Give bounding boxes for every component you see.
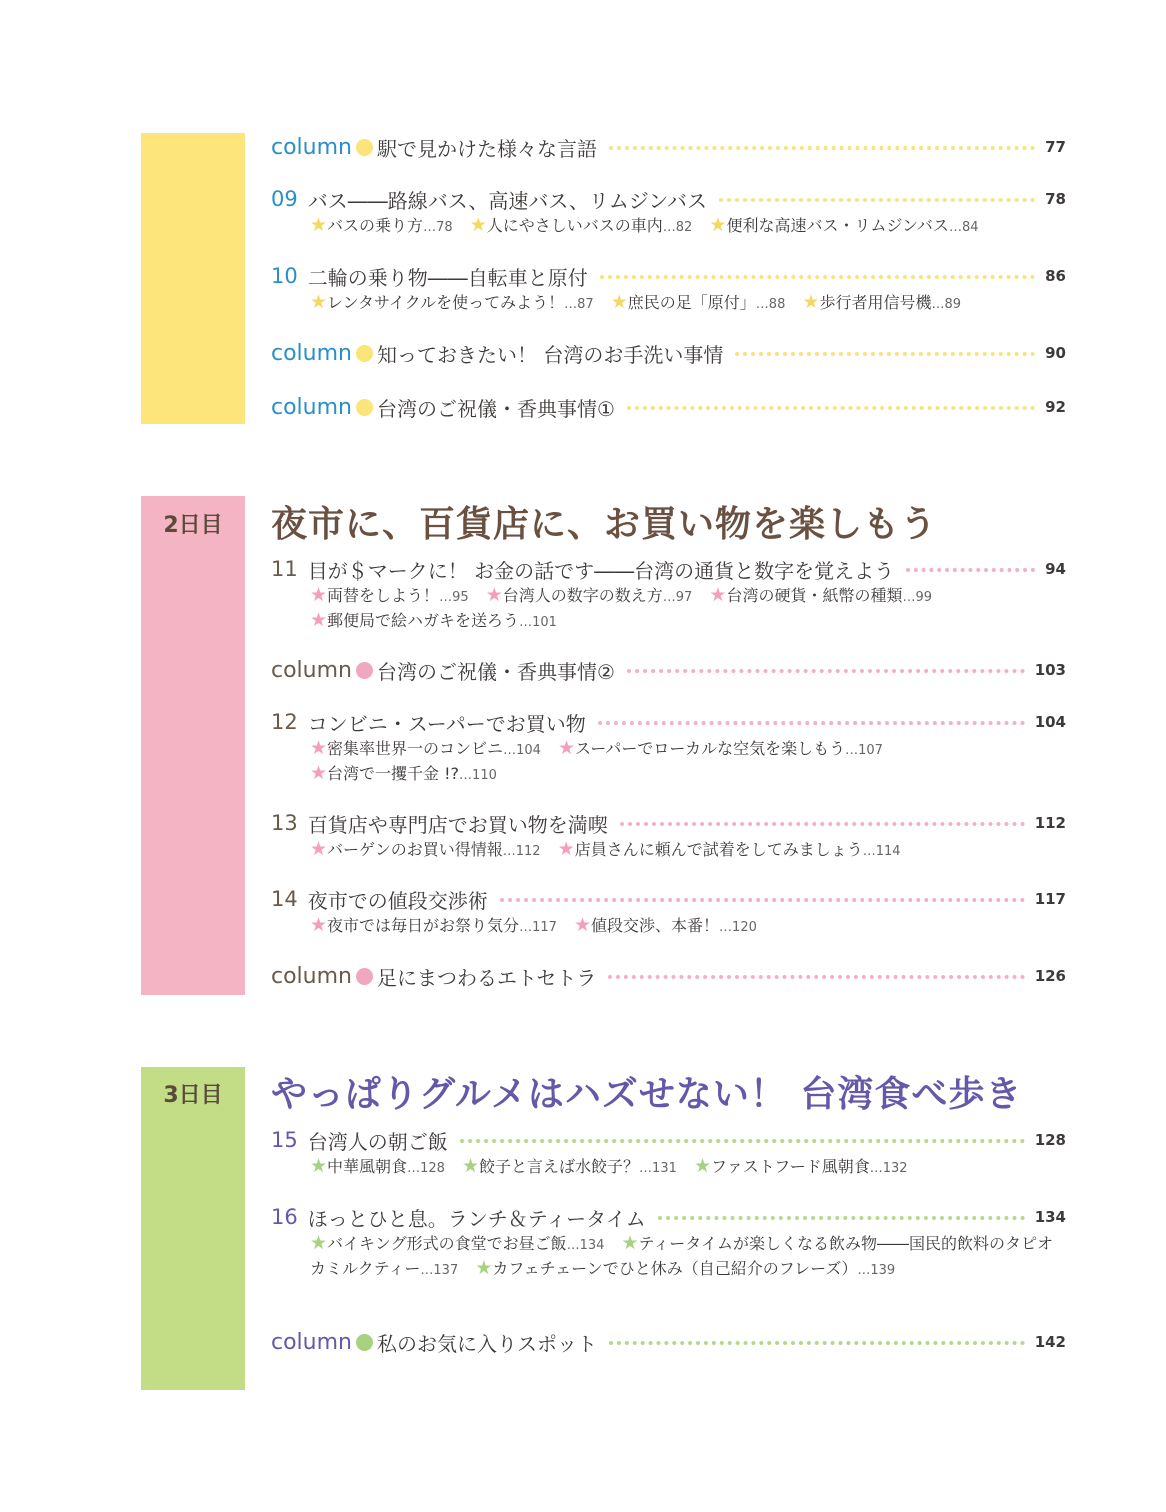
chapter-number: 11: [271, 557, 298, 581]
subtopic-page: 104: [516, 743, 541, 758]
toc-entry[interactable]: [271, 655, 1066, 685]
subtopic[interactable]: 郵便局で絵ハガキを送ろう: [327, 611, 520, 630]
star-icon: ★: [310, 214, 328, 236]
entry-page: 78: [1045, 190, 1066, 208]
subtopic[interactable]: 庶民の足「原付」: [627, 293, 756, 312]
toc-entry[interactable]: [271, 554, 1066, 584]
dot-leader: [608, 975, 1024, 979]
subtopic[interactable]: 便利な高速バス・リムジンバス: [726, 216, 949, 235]
toc-entry[interactable]: [271, 338, 1066, 368]
subtopic[interactable]: カフェチェーンでひと休み（自己紹介のフレーズ）: [492, 1259, 858, 1278]
dot-leader: [500, 898, 1025, 902]
star-icon: ★: [709, 584, 727, 606]
dot-leader: [627, 669, 1025, 673]
star-icon: ★: [310, 291, 328, 313]
subtopic-list: ★密集率世界一のコンビニ…104 ★スーパーでローカルな空気を楽しもう…107 ★台湾で一攫千金 !?…110: [310, 737, 883, 784]
entry-page: 126: [1034, 967, 1066, 985]
section-title: 夜市に、百貨店に、お買い物を楽しもう: [271, 504, 938, 545]
subtopic-page: 84: [961, 220, 979, 235]
entry-title: 知っておきたい！ 台湾のお手洗い事情: [377, 342, 724, 367]
subtopic[interactable]: バーゲンのお買い得情報: [327, 840, 503, 859]
dot-leader: [735, 352, 1035, 356]
entry-title: 夜市での値段交渉術: [307, 888, 488, 913]
entry-page: 92: [1045, 398, 1066, 416]
subtopic-list: ★バーゲンのお買い得情報…112 ★店員さんに頼んで試着をしてみましょう…114: [310, 838, 901, 860]
toc-entry[interactable]: [271, 884, 1066, 914]
star-icon: ★: [310, 584, 328, 606]
entry-title: 百貨店や専門店でお買い物を満喫: [307, 812, 608, 837]
entry-title: 台湾のご祝儀・香典事情①: [377, 396, 615, 421]
subtopic-page: 132: [882, 1161, 908, 1176]
entry-page: 86: [1045, 267, 1066, 285]
column-label: column: [271, 1329, 352, 1355]
chapter-number: 09: [271, 187, 298, 211]
chapter-number: 16: [271, 1205, 298, 1229]
circle-dot-icon: [356, 345, 373, 362]
column-label: column: [271, 963, 352, 989]
subtopic-page: 107: [858, 743, 883, 758]
subtopic-page: 101: [532, 615, 557, 630]
day-label: 3日目: [163, 1083, 223, 1108]
chapter-number: 10: [271, 264, 298, 288]
subtopic-page: 114: [875, 844, 901, 859]
subtopic[interactable]: 密集率世界一のコンビニ: [327, 739, 504, 758]
circle-dot-icon: [356, 139, 373, 156]
subtopic-page: 97: [675, 590, 693, 605]
subtopic-page: 87: [577, 297, 594, 312]
star-icon: ★: [310, 1232, 328, 1254]
entry-page: 77: [1045, 138, 1066, 156]
subtopic-page: 82: [675, 220, 693, 235]
subtopic-list: ★夜市では毎日がお祭り気分…117 ★値段交渉、本番！…120: [310, 914, 757, 936]
star-icon: ★: [557, 838, 575, 860]
circle-dot-icon: [356, 1334, 373, 1351]
dot-leader: [658, 1216, 1025, 1220]
subtopic-page: 131: [652, 1161, 677, 1176]
dot-leader: [719, 198, 1035, 202]
subtopic-list: ★両替をしよう！…95 ★台湾人の数字の数え方…97 ★台湾の硬貨・紙幣の種類…99 ★郵便局で絵ハガキを送ろう…101: [310, 584, 933, 631]
entry-title: 駅で見かけた様々な言語: [377, 136, 597, 161]
subtopic[interactable]: スーパーでローカルな空気を楽しもう: [575, 739, 846, 758]
subtopic-list: ★中華風朝食…128 ★餃子と言えば水餃子？…131 ★ファストフード風朝食…132: [310, 1155, 908, 1177]
subtopic-page: 139: [870, 1263, 896, 1278]
subtopic[interactable]: 夜市では毎日がお祭り気分: [327, 916, 520, 935]
entry-title: バス――路線バス、高速バス、リムジンバス: [307, 188, 708, 213]
subtopic[interactable]: 餃子と言えば水餃子？: [479, 1157, 640, 1176]
star-icon: ★: [557, 737, 576, 759]
section2-band: [141, 496, 245, 995]
entry-page: 128: [1034, 1131, 1066, 1149]
dot-leader: [609, 1341, 1025, 1345]
column-label: column: [271, 134, 352, 160]
subtopic[interactable]: バイキング形式の食堂でお昼ご飯: [327, 1234, 567, 1253]
star-icon: ★: [310, 737, 328, 759]
star-icon: ★: [610, 291, 628, 313]
subtopic[interactable]: ティータイムが楽しくなる飲み物――国民的飲料のタピオカミルクティー: [310, 1234, 1053, 1278]
star-icon: ★: [310, 914, 328, 936]
star-icon: ★: [485, 584, 503, 606]
entry-title: コンビニ・スーパーでお買い物: [307, 711, 586, 736]
toc-entry[interactable]: [271, 261, 1066, 291]
circle-dot-icon: [356, 968, 373, 985]
entry-page: 90: [1045, 344, 1066, 362]
section1-band: [141, 133, 245, 424]
entry-title: 台湾のご祝儀・香典事情②: [377, 659, 615, 684]
toc-entry[interactable]: [271, 392, 1066, 422]
subtopic[interactable]: 台湾で一攫千金 !?: [327, 764, 460, 783]
subtopic[interactable]: 台湾の硬貨・紙幣の種類: [726, 586, 903, 605]
subtopic[interactable]: ファストフード風朝食: [711, 1157, 870, 1176]
circle-dot-icon: [356, 662, 373, 679]
section3-band: [141, 1067, 245, 1390]
star-icon: ★: [573, 914, 592, 936]
subtopic-page: 99: [915, 590, 933, 605]
entry-page: 104: [1034, 713, 1066, 731]
entry-title: 台湾人の朝ご飯: [307, 1129, 448, 1154]
toc-entry[interactable]: [271, 808, 1066, 838]
star-icon: ★: [461, 1155, 480, 1177]
subtopic-page: 120: [732, 920, 757, 935]
star-icon: ★: [709, 214, 727, 236]
subtopic-list: ★バスの乗り方…78 ★人にやさしいバスの車内…82 ★便利な高速バス・リムジンバス…84: [310, 214, 979, 236]
subtopic-page: 78: [436, 220, 453, 235]
subtopic-list: ★バイキング形式の食堂でお昼ご飯…134 ★ティータイムが楽しくなる飲み物――国民的飲料のタピオカミルクティー…137 ★カフェチェーンでひと休み（自己紹介のフレーズ）…139: [310, 1232, 1053, 1279]
star-icon: ★: [310, 762, 328, 784]
subtopic-list: ★レンタサイクルを使ってみよう！…87 ★庶民の足「原付」…88 ★歩行者用信号機…89: [310, 291, 962, 313]
subtopic[interactable]: 店員さんに頼んで試着をしてみましょう: [574, 840, 863, 859]
chapter-number: 13: [271, 811, 298, 835]
subtopic-page: 88: [768, 297, 786, 312]
entry-title: 私のお気に入りスポット: [377, 1331, 597, 1356]
subtopic-page: 117: [532, 920, 557, 935]
subtopic[interactable]: レンタサイクルを使ってみよう！: [327, 293, 565, 312]
subtopic-page: 112: [515, 844, 541, 859]
chapter-number: 14: [271, 887, 298, 911]
star-icon: ★: [310, 1155, 328, 1177]
entry-page: 112: [1034, 814, 1066, 832]
star-icon: ★: [310, 609, 328, 631]
subtopic-page: 128: [420, 1161, 445, 1176]
column-label: column: [271, 394, 352, 420]
dot-leader: [460, 1139, 1025, 1143]
entry-page: 117: [1034, 890, 1066, 908]
entry-title: 目が＄マークに！ お金の話です――台湾の通貨と数字を覚えよう: [307, 558, 895, 583]
dot-leader: [906, 568, 1035, 572]
star-icon: ★: [475, 1257, 493, 1279]
subtopic[interactable]: 値段交渉、本番！: [591, 916, 720, 935]
toc-entry[interactable]: [271, 1202, 1066, 1232]
entry-page: 142: [1034, 1333, 1066, 1351]
dot-leader: [609, 146, 1035, 150]
dot-leader: [627, 406, 1035, 410]
entry-title: ほっとひと息。ランチ＆ティータイム: [307, 1206, 646, 1231]
subtopic[interactable]: 歩行者用信号機: [819, 293, 932, 312]
dot-leader: [600, 275, 1035, 279]
subtopic-page: 110: [472, 768, 497, 783]
chapter-number: 12: [271, 710, 298, 734]
section-title: やっぱりグルメはハズせない！ 台湾食べ歩き: [271, 1074, 1023, 1115]
dot-leader: [620, 822, 1025, 826]
column-label: column: [271, 340, 352, 366]
toc-entry[interactable]: [271, 961, 1066, 991]
entry-page: 103: [1034, 661, 1066, 679]
star-icon: ★: [621, 1232, 639, 1254]
column-label: column: [271, 657, 352, 683]
day-label: 2日目: [163, 513, 223, 538]
subtopic-page: 134: [579, 1238, 605, 1253]
toc-entry[interactable]: [271, 707, 1066, 737]
circle-dot-icon: [356, 399, 373, 416]
dot-leader: [598, 721, 1025, 725]
star-icon: ★: [310, 838, 328, 860]
subtopic[interactable]: バスの乗り方: [327, 216, 424, 235]
subtopic[interactable]: 人にやさしいバスの車内: [486, 216, 663, 235]
subtopic[interactable]: 台湾人の数字の数え方: [502, 586, 663, 605]
toc-entry[interactable]: [271, 132, 1066, 162]
toc-entry[interactable]: [271, 1125, 1066, 1155]
star-icon: ★: [469, 214, 487, 236]
entry-page: 94: [1045, 560, 1066, 578]
subtopic[interactable]: 中華風朝食: [327, 1157, 408, 1176]
toc-entry[interactable]: [271, 1327, 1066, 1357]
entry-title: 二輪の乗り物――自転車と原付: [307, 265, 588, 290]
subtopic-page: 137: [433, 1263, 459, 1278]
star-icon: ★: [693, 1155, 712, 1177]
entry-page: 134: [1034, 1208, 1066, 1226]
subtopic[interactable]: 両替をしよう！: [327, 586, 440, 605]
entry-title: 足にまつわるエトセトラ: [377, 965, 597, 990]
toc-entry[interactable]: [271, 184, 1066, 214]
subtopic-page: 95: [452, 590, 469, 605]
subtopic-page: 89: [944, 297, 962, 312]
chapter-number: 15: [271, 1128, 298, 1152]
star-icon: ★: [802, 291, 820, 313]
